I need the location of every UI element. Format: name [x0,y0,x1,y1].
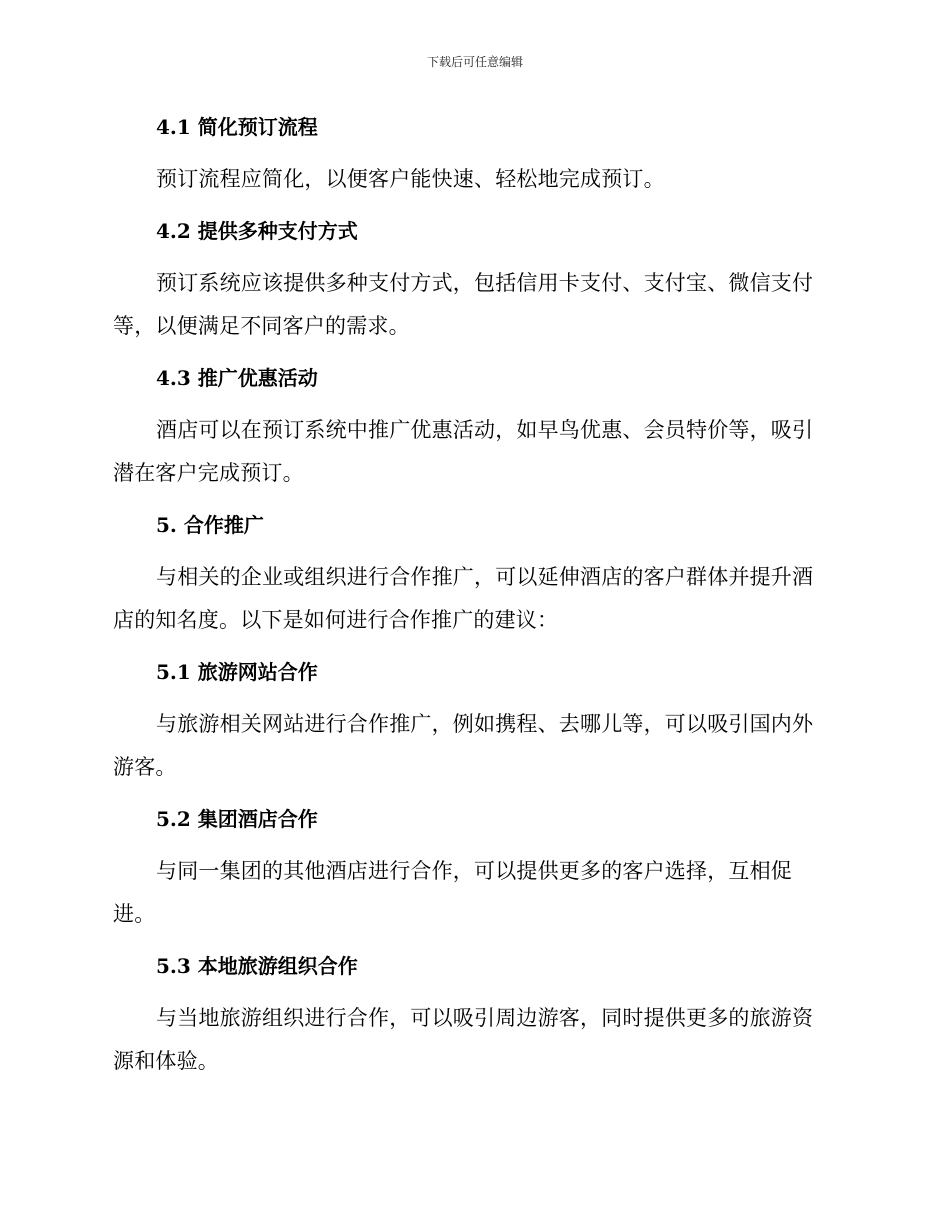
page-header-note: 下载后可任意编辑 [426,55,523,69]
section-heading-5-3: 5.3 本地旅游组织合作 [156,954,358,978]
section-heading-4-2: 4.2 提供多种支付方式 [156,219,358,243]
section-paragraph-5-2: 与同一集团的其他酒店进行合作，可以提供更多的客户选择，互相促进。 [113,859,792,926]
section-paragraph-5: 与相关的企业或组织进行合作推广，可以延伸酒店的客户群体并提升酒店的知名度。以下是如何进行合作推广的建议： [113,565,814,632]
section-paragraph-5-3: 与当地旅游组织进行合作，可以吸引周边游客，同时提供更多的旅游资源和体验。 [113,1006,814,1073]
document-body [113,106,829,1083]
section-heading-4-1: 4.1 简化预订流程 [156,115,318,139]
section-paragraph-4-1: 预订流程应简化，以便客户能快速、轻松地完成预订。 [156,167,665,191]
section-paragraph-4-3: 酒店可以在预订系统中推广优惠活动，如早鸟优惠、会员特价等，吸引潜在客户完成预订。 [113,418,814,485]
section-heading-4-3: 4.3 推广优惠活动 [156,366,318,390]
section-heading-5-2: 5.2 集团酒店合作 [156,807,318,831]
section-heading-5-1: 5.1 旅游网站合作 [156,660,318,684]
section-paragraph-5-1: 与旅游相关网站进行合作推广，例如携程、去哪儿等，可以吸引国内外游客。 [113,712,814,779]
section-paragraph-4-2: 预订系统应该提供多种支付方式，包括信用卡支付、支付宝、微信支付等，以便满足不同客户的需求。 [113,271,814,338]
section-heading-5: 5. 合作推广 [156,513,264,537]
